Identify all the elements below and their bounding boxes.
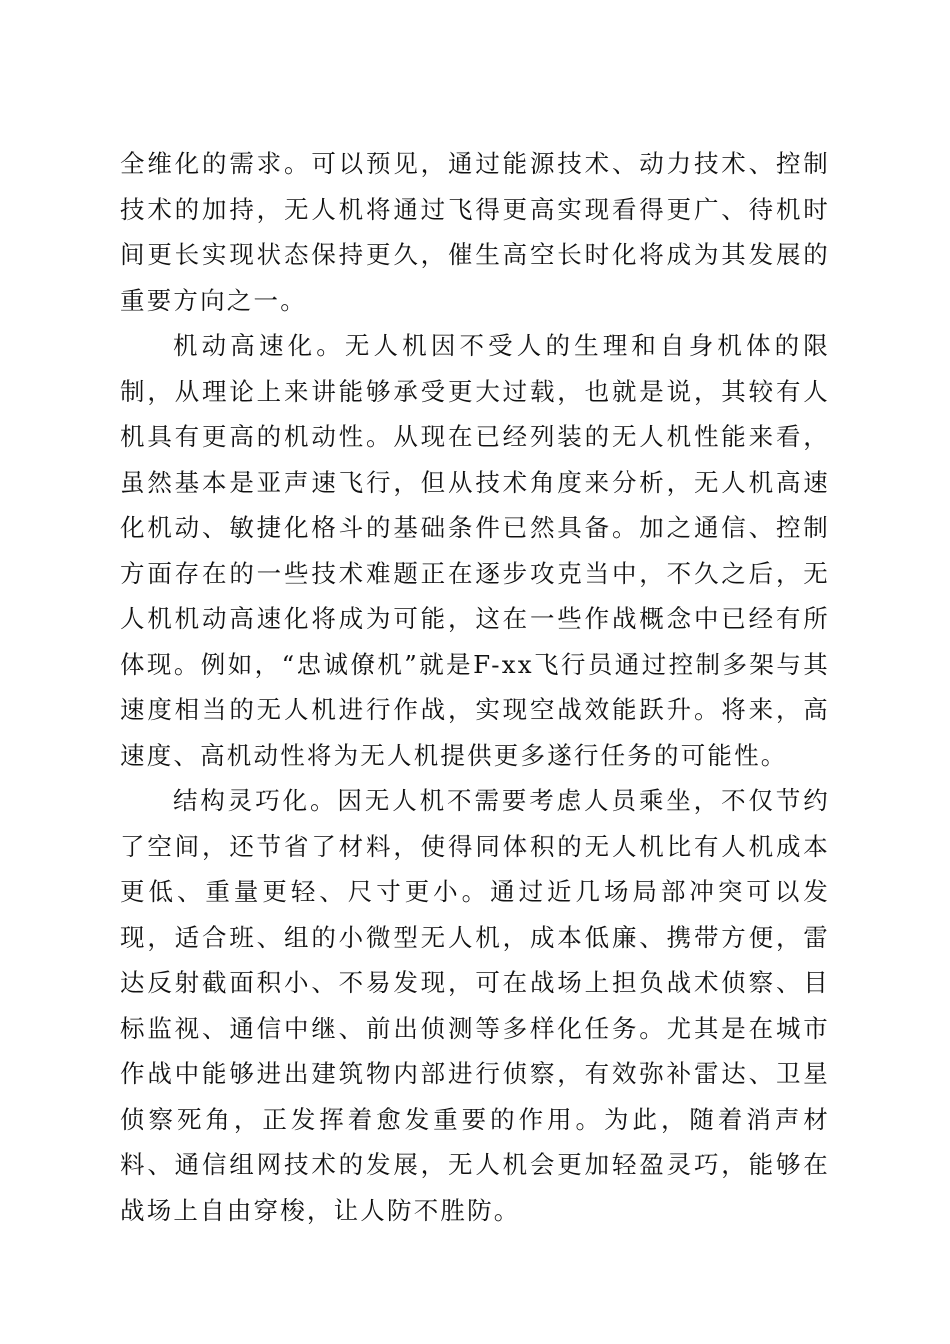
paragraph-high-altitude-continuation: 全维化的需求。可以预见，通过能源技术、动力技术、控制技术的加持，无人机将通过飞得更高实现看得更广、待机时间更长实现状态保持更久，催生高空长时化将成为其发展的重要方向之一。 bbox=[120, 149, 830, 315]
paragraph-structure-agile: 结构灵巧化。因无人机不需要考虑人员乘坐，不仅节约了空间，还节省了材料，使得同体积的无人机比有人机成本更低、重量更轻、尺寸更小。通过近几场局部冲突可以发现，适合班、组的小微型无人机，成本低廉、携带方便，雷达反射截面积小、不易发现，可在战场上担负战术侦察、目标监视、通信中继、前出侦测等多样化任务。尤其是在城市作战中能够进出建筑物内部进行侦察，有效弥补雷达、卫星侦察死角，正发挥着愈发重要的作用。为此，随着消声材料、通信组网技术的发展，无人机会更加轻盈灵巧，能够在战场上自由穿梭，让人防不胜防。 bbox=[120, 786, 830, 1225]
paragraph-maneuver-high-speed: 机动高速化。无人机因不受人的生理和自身机体的限制，从理论上来讲能够承受更大过载，也就是说，其较有人机具有更高的机动性。从现在已经列装的无人机性能来看，虽然基本是亚声速飞行，但从技术角度来分析，无人机高速化机动、敏捷化格斗的基础条件已然具备。加之通信、控制方面存在的一些技术难题正在逐步攻克当中，不久之后，无人机机动高速化将成为可能，这在一些作战概念中已经有所体现。例如，“忠诚僚机”就是F-xx飞行员通过控制多架与其速度相当的无人机进行作战，实现空战效能跃升。将来，高速度、高机动性将为无人机提供更多遂行任务的可能性。 bbox=[120, 331, 830, 770]
body-text bbox=[120, 141, 830, 1233]
